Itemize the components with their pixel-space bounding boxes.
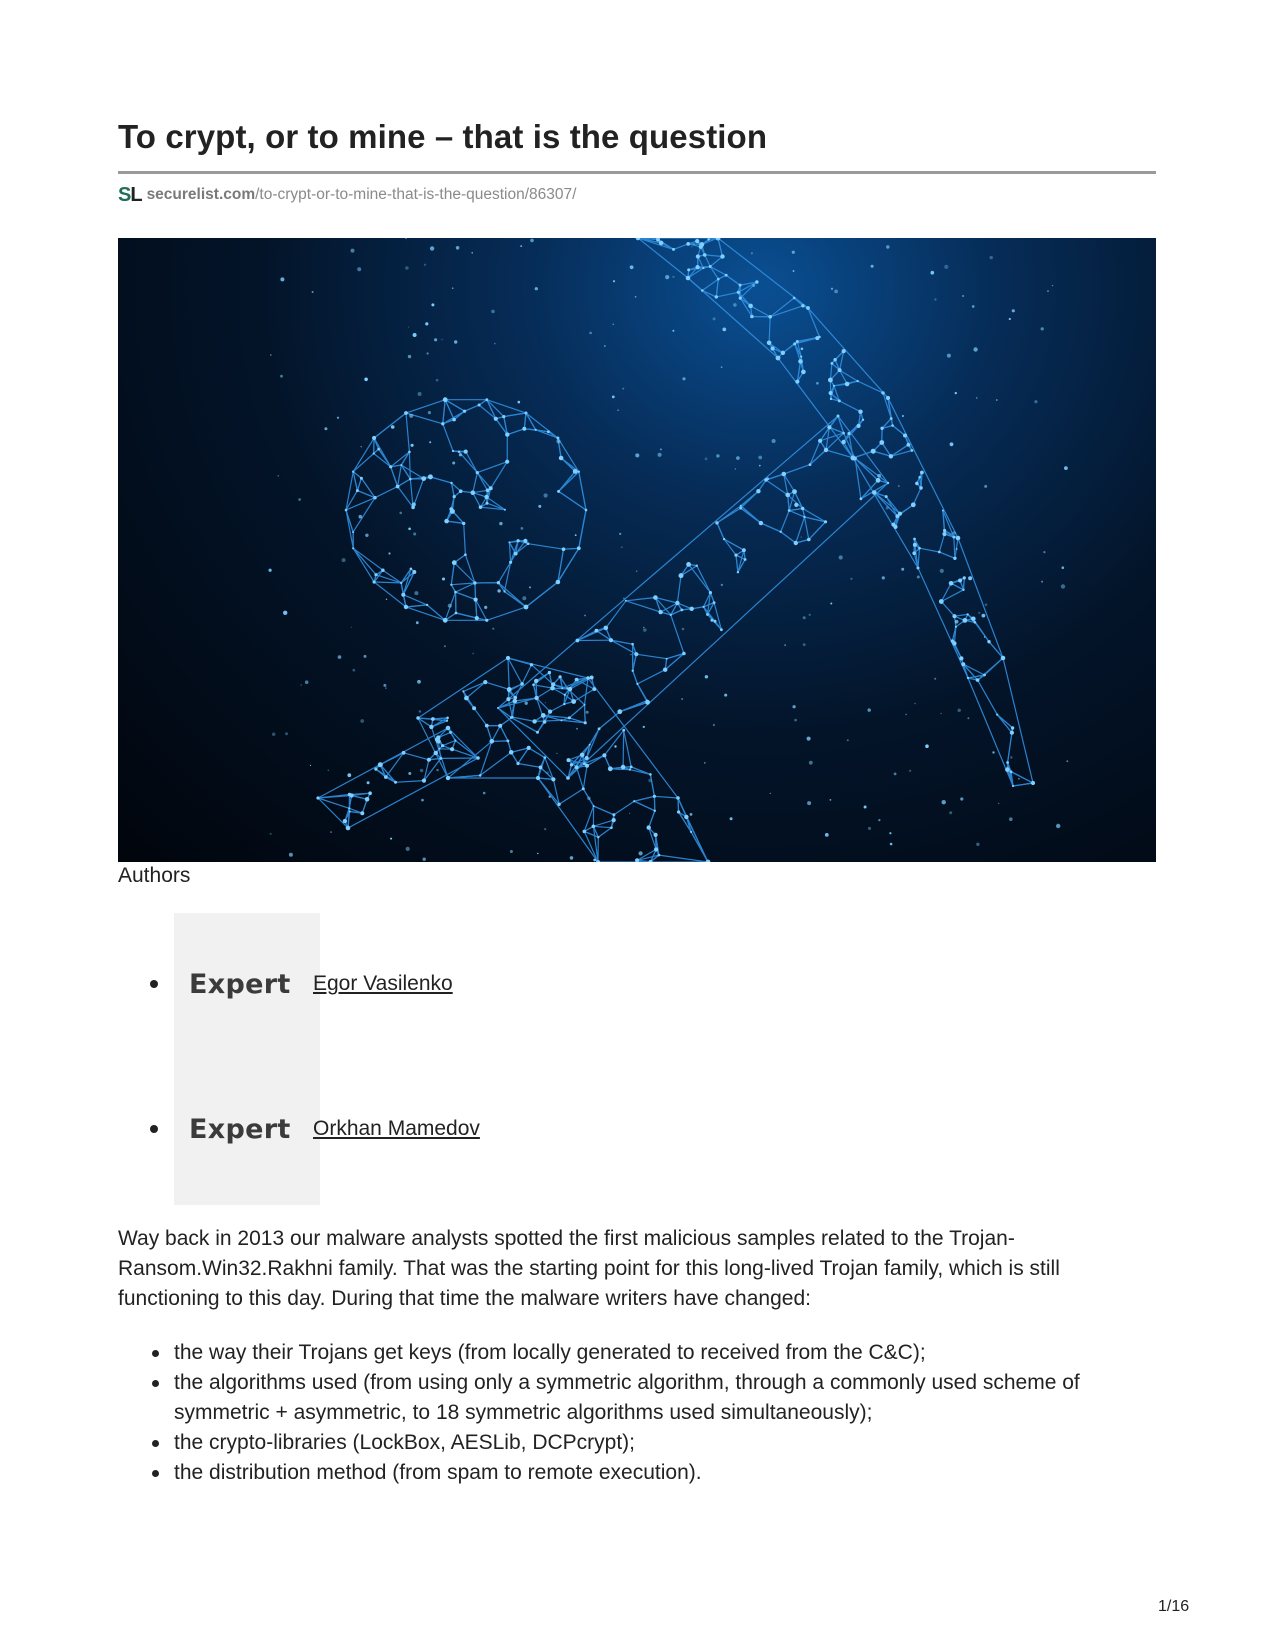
author-avatar-panel [174,913,320,1205]
bullet-icon [150,980,158,988]
page-title: To crypt, or to mine – that is the question [118,118,768,155]
changes-list [118,1338,1158,1488]
author-item [150,964,453,1004]
intro-paragraph: Way back in 2013 our malware analysts spotted the first malicious samples related to the Trojan-Ransom.Win32.Rakhni family. That was the starting point for this long-lived Trojan family, which is still functioning to this day. During that time the malware writers have changed: [118,1227,1060,1310]
network-miner-with-pickaxe-image [118,238,1156,862]
source-path[interactable]: /to-crypt-or-to-mine-that-is-the-question/86307/ [255,186,577,203]
author-link-orkhan-mamedov[interactable]: Orkhan Mamedov [313,1117,480,1140]
list-item: the distribution method (from spam to remote execution). [118,1458,1158,1488]
page-number: 1/16 [1158,1598,1190,1615]
author-item [150,1109,480,1149]
authors-heading: Authors [118,864,191,887]
securelist-logo-icon: SL [118,183,142,206]
title-divider [118,171,1156,174]
source-line[interactable] [118,184,576,206]
list-item: the way their Trojans get keys (from locally generated to received from the C&C); [118,1338,1158,1368]
expert-badge: Expert [189,1113,291,1145]
author-link-egor-vasilenko[interactable]: Egor Vasilenko [313,972,453,995]
list-item: the algorithms used (from using only a symmetric algorithm, through a commonly used scheme of symmetric + asymmetric, to 18 symmetric algorithms used simultaneously); [118,1368,1158,1428]
list-item: the crypto-libraries (LockBox, AESLib, DCPcrypt); [118,1428,1158,1458]
bullet-icon [150,1125,158,1133]
hero-image [118,238,1156,862]
expert-badge: Expert [189,968,291,1000]
source-domain[interactable]: securelist.com [146,186,256,203]
